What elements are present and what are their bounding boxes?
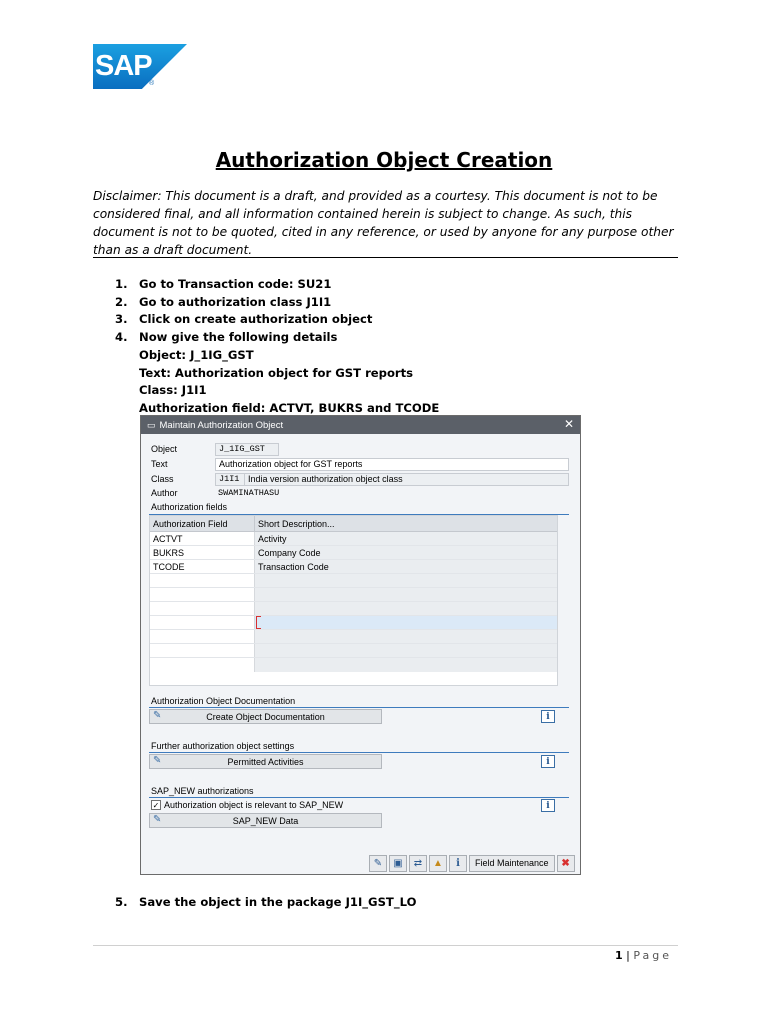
- table-row[interactable]: [150, 560, 557, 574]
- permitted-activities-button[interactable]: [149, 754, 382, 769]
- pencil-icon: ✎: [153, 814, 162, 825]
- step-text: Go to Transaction code: SU21: [139, 277, 332, 291]
- col-auth-field[interactable]: Authorization Field: [150, 516, 255, 531]
- cell-desc-empty: [255, 588, 557, 601]
- table-header: [150, 516, 557, 532]
- text-label: Text: [151, 459, 168, 469]
- doc-section-label: Authorization Object Documentation: [151, 696, 296, 706]
- auth-fields-table: [149, 515, 558, 686]
- object-field[interactable]: J_1IG_GST: [215, 443, 279, 456]
- cell-desc-selected: [255, 616, 557, 629]
- text-field[interactable]: Authorization object for GST reports: [215, 458, 569, 471]
- table-row[interactable]: [150, 532, 557, 546]
- step-number: 3.: [115, 312, 128, 327]
- sapnew-section-label: SAP_NEW authorizations: [151, 786, 254, 796]
- step-text: Go to authorization class J1I1: [139, 294, 332, 309]
- detail-object: Object: J_1IG_GST: [139, 347, 254, 362]
- cell-field-empty[interactable]: [150, 588, 255, 601]
- cell-desc-empty: [255, 602, 557, 615]
- page-word: Page: [633, 949, 672, 962]
- document-icon: ▭: [147, 419, 156, 430]
- author-label: Author: [151, 488, 178, 498]
- list-item: [115, 895, 416, 909]
- page-footer: [615, 949, 672, 962]
- step-text: Click on create authorization object: [139, 312, 373, 327]
- cell-desc: Transaction Code: [255, 560, 557, 573]
- sap-logo: [93, 44, 187, 89]
- list-item: [115, 311, 439, 329]
- sap-logo-text: SAP: [95, 50, 152, 82]
- cell-desc-empty: [255, 658, 557, 672]
- detail-text: Text: Authorization object for GST reports: [139, 365, 414, 380]
- cell-desc: Company Code: [255, 546, 557, 559]
- cell-desc-empty: [255, 574, 557, 587]
- step-text: Now give the following details: [139, 330, 338, 345]
- maintain-auth-object-dialog: [140, 415, 581, 875]
- class-field[interactable]: J1I1: [215, 473, 245, 486]
- table-row-selected[interactable]: [150, 616, 557, 630]
- section-divider: [149, 797, 569, 798]
- detail-auth-fields: Authorization field: ACTVT, BUKRS and TCODE: [139, 400, 440, 415]
- list-item: [115, 329, 439, 347]
- dialog-toolbar: [369, 854, 577, 872]
- table-row[interactable]: [150, 630, 557, 644]
- cell-desc-empty: [255, 630, 557, 643]
- display-change-icon[interactable]: ✎: [369, 855, 387, 872]
- disclaimer: Disclaimer: This document is a draft, and provided as a courtesy. This document is not to be considered final, and all information contained herein is subject to change. As such, this document is not to be quoted, cited in any reference, or used by anyone for any purpose other than as a draft document.: [93, 189, 674, 257]
- steps-list: [115, 276, 439, 418]
- cell-field-empty[interactable]: [150, 658, 255, 672]
- dialog-title: Maintain Authorization Object: [159, 419, 284, 431]
- info-icon[interactable]: i: [449, 855, 467, 872]
- table-row[interactable]: [150, 658, 557, 672]
- section-divider: [149, 752, 569, 753]
- step-number: 4.: [115, 330, 128, 345]
- table-row[interactable]: [150, 644, 557, 658]
- permitted-activities-label: Permitted Activities: [227, 756, 304, 767]
- cell-field-empty[interactable]: [150, 630, 255, 643]
- cell-desc: Activity: [255, 532, 557, 545]
- divider: [93, 257, 678, 258]
- pencil-icon: ✎: [153, 755, 162, 766]
- author-value: SWAMINATHASU: [218, 488, 280, 498]
- cell-field-empty[interactable]: [150, 574, 255, 587]
- step-number: 1.: [115, 277, 128, 291]
- info-icon[interactable]: i: [541, 755, 555, 768]
- object-row: [151, 442, 279, 456]
- cell-desc-empty: [255, 644, 557, 657]
- save-icon[interactable]: ▣: [389, 855, 407, 872]
- footer-divider: [93, 945, 678, 946]
- further-settings-label: Further authorization object settings: [151, 741, 295, 751]
- page-number: 1: [614, 949, 623, 962]
- detail-class: Class: J1I1: [139, 383, 207, 398]
- cell-field[interactable]: BUKRS: [150, 546, 255, 559]
- step-number: 2.: [115, 294, 128, 309]
- author-row: [151, 486, 569, 500]
- col-short-desc[interactable]: Short Description...: [258, 518, 335, 529]
- cell-field[interactable]: ACTVT: [150, 532, 255, 545]
- convert-icon[interactable]: ⇄: [409, 855, 427, 872]
- dialog-title-bar: [141, 416, 580, 434]
- table-row[interactable]: [150, 588, 557, 602]
- object-label: Object: [151, 444, 178, 454]
- cursor-marker: [256, 616, 261, 629]
- step-number: 5.: [115, 895, 128, 909]
- cell-field-empty[interactable]: [150, 602, 255, 615]
- pencil-icon: ✎: [153, 710, 162, 721]
- auth-fields-label: Authorization fields: [151, 502, 228, 512]
- sapnew-relevant-row: [151, 800, 343, 810]
- info-icon[interactable]: i: [541, 710, 555, 723]
- create-object-doc-label: Create Object Documentation: [206, 711, 325, 722]
- table-row[interactable]: [150, 546, 557, 560]
- sapnew-relevant-label: Authorization object is relevant to SAP_NEW: [164, 800, 344, 810]
- class-row: [151, 472, 569, 486]
- list-item: [115, 294, 439, 312]
- cancel-icon[interactable]: ✖: [557, 855, 575, 872]
- sap-logo-registered: ®: [149, 80, 155, 87]
- sapnew-relevant-checkbox[interactable]: ✓: [152, 800, 160, 810]
- cell-field-empty[interactable]: [150, 616, 255, 629]
- text-row: [151, 457, 569, 471]
- field-maintenance-button[interactable]: Field Maintenance: [469, 855, 555, 872]
- cell-field-empty[interactable]: [150, 644, 255, 657]
- page-title: Authorization Object Creation: [215, 148, 553, 172]
- lock-icon[interactable]: ▲: [429, 855, 447, 872]
- footer-separator: |: [626, 949, 630, 962]
- section-divider: [149, 707, 569, 708]
- table-row[interactable]: [150, 602, 557, 616]
- close-icon[interactable]: ✕: [563, 417, 574, 431]
- class-description: India version authorization object class: [245, 473, 569, 486]
- sapnew-data-button[interactable]: [149, 813, 382, 828]
- class-label: Class: [151, 474, 174, 484]
- list-item: [115, 276, 439, 294]
- create-object-doc-button[interactable]: [149, 709, 382, 724]
- cell-field[interactable]: TCODE: [150, 560, 255, 573]
- table-row[interactable]: [150, 574, 557, 588]
- sapnew-data-label: SAP_NEW Data: [232, 815, 299, 826]
- step-text: Save the object in the package J1I_GST_LO: [139, 895, 417, 909]
- info-icon[interactable]: i: [541, 799, 555, 812]
